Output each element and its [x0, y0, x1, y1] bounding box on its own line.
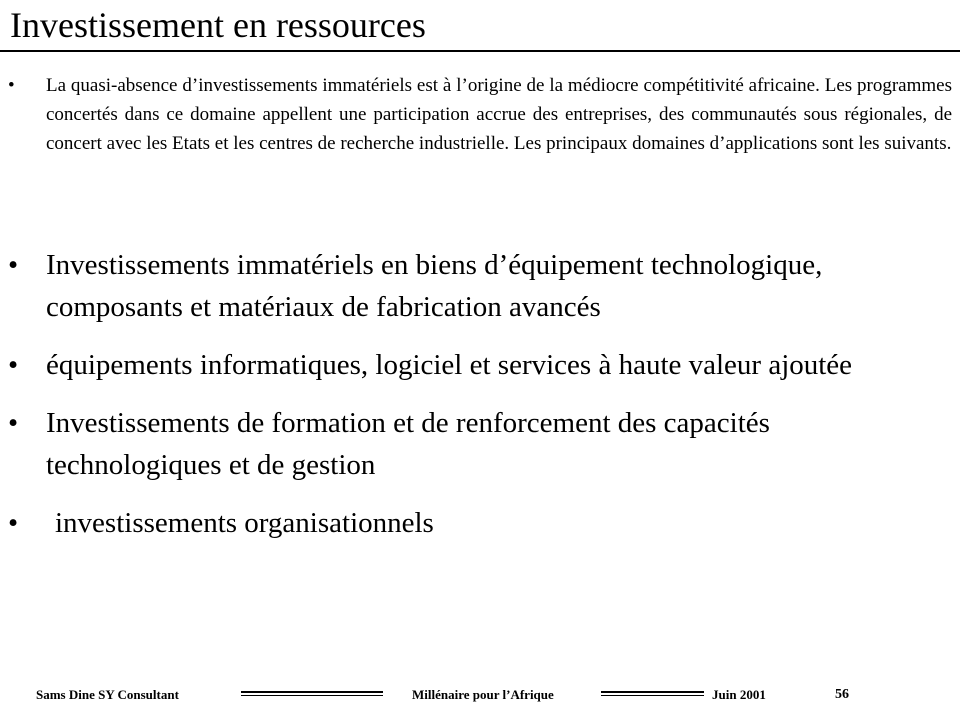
bullet-item — [8, 344, 908, 386]
bullet-text: équipements informatiques, logiciel et services à haute valeur ajoutée — [46, 349, 853, 381]
slide-footer — [0, 685, 960, 705]
bullet-marker: • — [8, 349, 19, 381]
bullet-marker: • — [8, 249, 19, 281]
bullet-marker: • — [8, 407, 19, 439]
bullet-text: Investissements de formation et de renforcement des capacités technologiques et de gestion — [46, 407, 770, 481]
bullet-marker: • — [8, 75, 15, 96]
footer-author: Sams Dine SY Consultant — [36, 687, 179, 702]
footer-date: Juin 2001 — [712, 687, 766, 702]
footer-rule-right — [601, 691, 704, 696]
bullet-item — [8, 244, 908, 328]
title-divider — [0, 50, 960, 52]
bullet-list — [8, 244, 908, 560]
bullet-text: investissements organisationnels — [55, 507, 434, 539]
footer-event: Millénaire pour l’Afrique — [412, 687, 554, 702]
page-number: 56 — [835, 687, 849, 702]
intro-paragraph — [8, 71, 952, 158]
bullet-text: Investissements immatériels en biens d’équipement technologique, composants et matériaux de fabrication avancés — [46, 249, 823, 323]
bullet-item — [8, 402, 908, 486]
bullet-item — [8, 502, 908, 544]
intro-text: La quasi-absence d’investissements immatériels est à l’origine de la médiocre compétitivité africaine. Les programmes concertés dans ce domaine appellent une participation accrue des entreprises, des communautés sous régionales, de concert avec les Etats et les centres de recherche industrielle. Les principaux domaines d’applications sont les suivants. — [46, 75, 952, 154]
bullet-marker: • — [8, 507, 19, 539]
footer-rule-left — [241, 691, 383, 696]
slide-title: Investissement en ressources — [10, 5, 426, 45]
